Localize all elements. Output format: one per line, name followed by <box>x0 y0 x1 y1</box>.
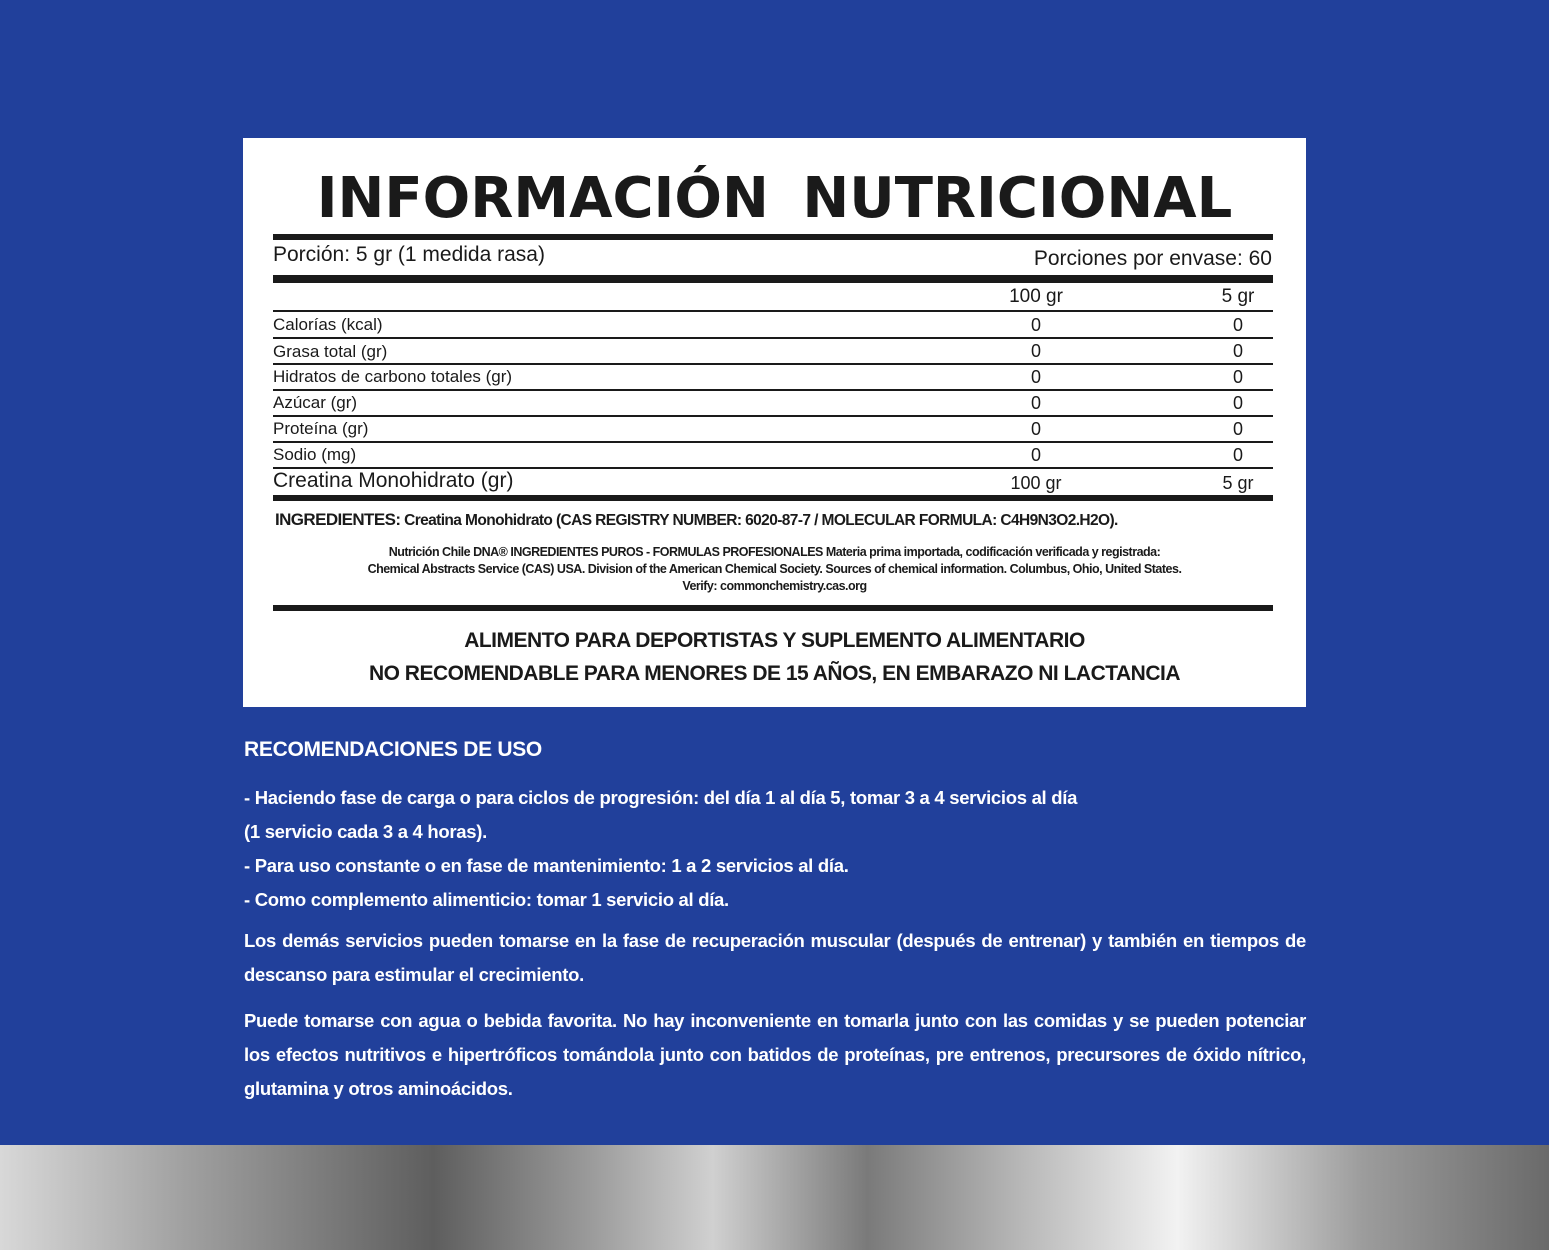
row-value-100gr: 100 gr <box>1010 473 1062 493</box>
row-value-100gr: 0 <box>1030 367 1041 387</box>
row-value-5gr: 0 <box>1232 393 1243 413</box>
row-value-5gr: 0 <box>1232 445 1243 465</box>
warning-line: NO RECOMENDABLE PARA MENORES DE 15 AÑOS, EN EMBARAZO NI LACTANCIA <box>368 662 1181 685</box>
rule-thick <box>273 275 1273 283</box>
row-value-100gr: 0 <box>1030 341 1041 361</box>
usage-line: - Para uso constante o en fase de mantenimiento: 1 a 2 servicios al día. <box>244 855 849 876</box>
portion-size: Porción: 5 gr (1 medida rasa) <box>273 243 545 266</box>
usage-line: - Haciendo fase de carga o para ciclos de progresión: del día 1 al día 5, tomar 3 a 4 servicios al día <box>244 787 1078 808</box>
rule-top <box>273 234 1273 240</box>
metallic-band <box>0 1145 1549 1250</box>
usage-line: (1 servicio cada 3 a 4 horas). <box>244 821 487 842</box>
rule-row <box>273 389 1273 391</box>
row-label-grasa: Grasa total (gr) <box>273 342 388 361</box>
row-label-azucar: Azúcar (gr) <box>273 393 358 412</box>
rule-thick <box>273 495 1273 501</box>
label-title: INFORMACIÓN NUTRICIONAL <box>316 166 1233 231</box>
usage-line: - Como complemento alimenticio: tomar 1 servicio al día. <box>244 889 729 910</box>
ingredients <box>275 510 1118 530</box>
warning-line: ALIMENTO PARA DEPORTISTAS Y SUPLEMENTO ALIMENTARIO <box>464 629 1085 652</box>
rule-row <box>273 415 1273 417</box>
rule-row <box>273 337 1273 339</box>
column-header-5gr: 5 gr <box>1221 286 1255 307</box>
note-line: Chemical Abstracts Service (CAS) USA. Division of the American Chemical Society. Sources of chemical information. Columbus, Ohio, United States. <box>367 562 1182 576</box>
row-value-5gr: 0 <box>1232 341 1243 361</box>
rule-thick <box>273 605 1273 611</box>
rule-row <box>273 363 1273 365</box>
row-value-100gr: 0 <box>1030 419 1041 439</box>
row-value-5gr: 0 <box>1232 367 1243 387</box>
row-value-100gr: 0 <box>1030 315 1041 335</box>
source-note <box>243 544 1306 595</box>
row-value-100gr: 0 <box>1030 445 1041 465</box>
row-value-5gr: 0 <box>1232 419 1243 439</box>
warning <box>243 624 1306 690</box>
servings-per-container: Porciones por envase: 60 <box>1033 247 1272 270</box>
rule-row <box>273 310 1273 312</box>
row-label-calorias: Calorías (kcal) <box>273 315 383 334</box>
row-label-sodio: Sodio (mg) <box>273 445 357 464</box>
row-value-5gr: 5 gr <box>1222 473 1254 493</box>
usage-paragraph: Los demás servicios pueden tomarse en la fase de recuperación muscular (después de entrenar) y también en tiempos de descanso para estimular el crecimiento. <box>244 930 1306 985</box>
row-label-proteina: Proteína (gr) <box>273 419 369 438</box>
column-header-100gr: 100 gr <box>1009 286 1063 307</box>
note-line: Verify: commonchemistry.cas.org <box>682 579 867 593</box>
ingredients-lead: INGREDIENTES: <box>275 510 401 529</box>
rule-row <box>273 441 1273 443</box>
note-line: Nutrición Chile DNA® INGREDIENTES PUROS - FORMULAS PROFESIONALES Materia prima importada, codificación verificada y registrada: <box>388 545 1161 559</box>
usage-title: RECOMENDACIONES DE USO <box>244 738 542 761</box>
row-label-creatina: Creatina Monohidrato (gr) <box>273 469 514 492</box>
ingredients-text: Creatina Monohidrato (CAS REGISTRY NUMBER: 6020-87-7 / MOLECULAR FORMULA: C4H9N3O2.H2O). <box>400 512 1118 529</box>
row-value-100gr: 0 <box>1030 393 1041 413</box>
row-label-hidratos: Hidratos de carbono totales (gr) <box>273 367 513 386</box>
usage-paragraph: Puede tomarse con agua o bebida favorita. No hay inconveniente en tomarla junto con las comidas y se pueden potenciar los efectos nutritivos e hipertróficos tomándola junto con batidos de proteínas, pre entrenos, precursores de óxido nítrico, glutamina y otros aminoácidos. <box>244 1010 1306 1099</box>
row-value-5gr: 0 <box>1232 315 1243 335</box>
nutrition-label <box>243 138 1306 707</box>
